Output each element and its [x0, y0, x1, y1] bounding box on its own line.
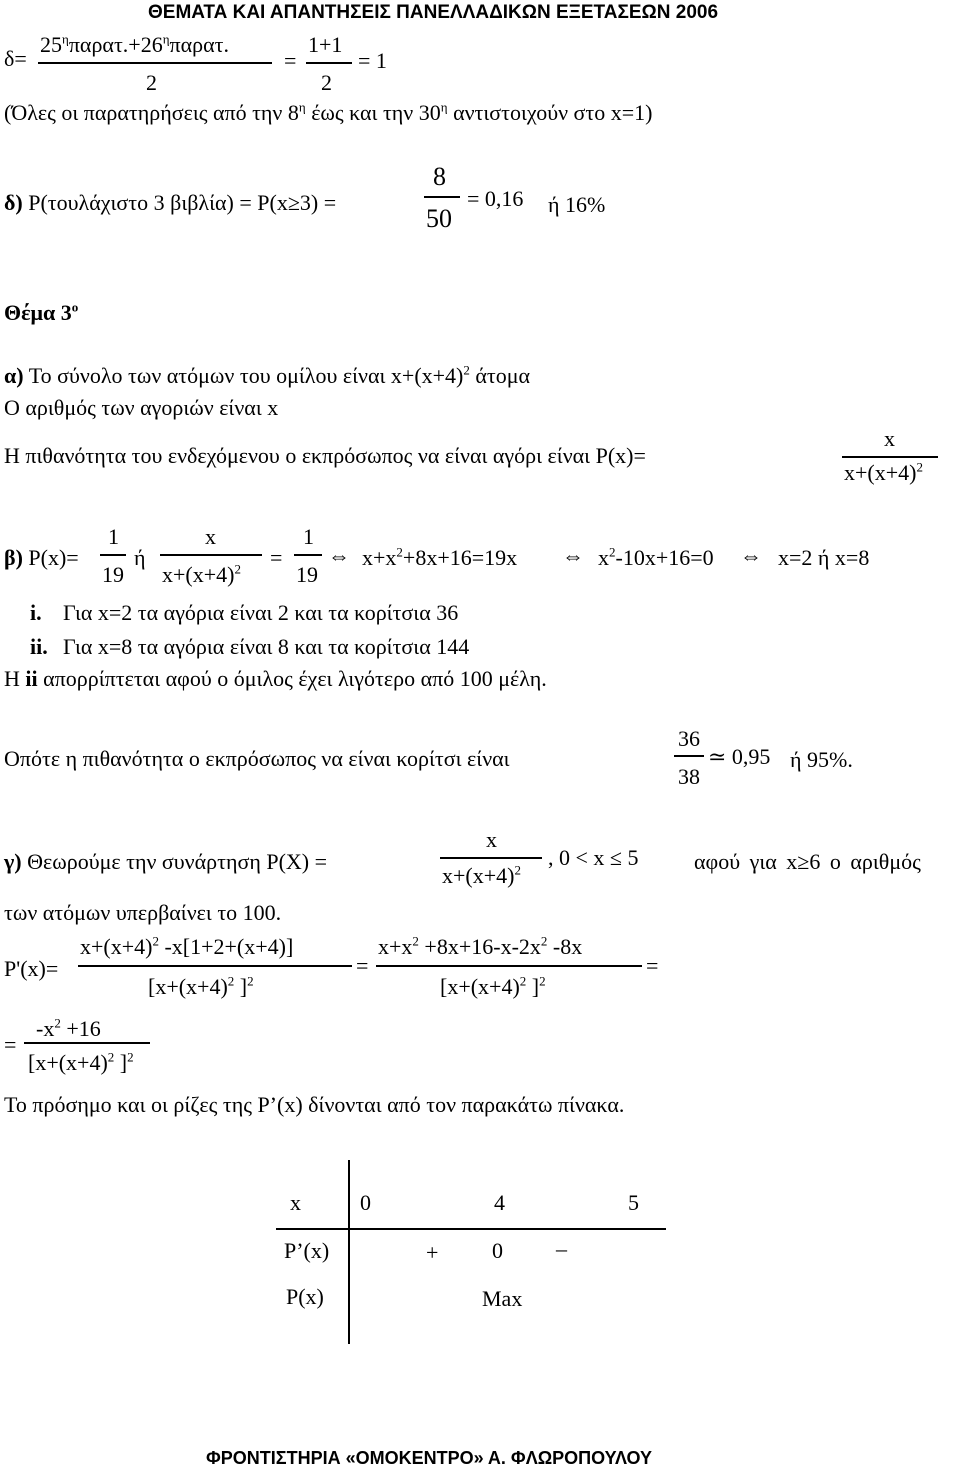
part-c-frac-den: $x+(x+4)^2$: [442, 862, 521, 888]
part-a-line3: Η πιθανότητα του ενδεχόμενου ο εκπρόσωπος να είναι αγόρι είναι P(x)=: [4, 443, 646, 468]
part-b-expr2: $x^2-10x+16=0$: [598, 544, 714, 570]
iff-symbol: ⇔: [740, 543, 762, 568]
part-c-tail: αφού για x≥6 ο αριθμός: [694, 849, 921, 874]
fraction-bar: [424, 196, 460, 198]
probability-text: Οπότε η πιθανότητα ο εκπρόσωπος να είναι κορίτσι είναι: [4, 746, 510, 771]
deriv-den-1: [$x+(x+4)^2$ ]$^2$: [148, 973, 254, 999]
row-label-x: x: [290, 1190, 301, 1215]
equals-sign: =: [646, 953, 659, 978]
part-b-expr3: x=2 ή x=8: [778, 545, 870, 570]
iff-symbol: ⇔: [562, 543, 584, 568]
deriv-num-2: $x+x^2 +8x+16-x-2x^2$ -8x: [378, 933, 583, 959]
prob-percent: ή 95%.: [790, 747, 853, 772]
part-a-line2: Ο αριθμός των αγοριών είναι x: [4, 395, 279, 420]
part-d-percent: ή 16%: [548, 192, 606, 217]
part-b-lhs: β) P(x)=: [4, 545, 79, 570]
fraction-bar: [100, 554, 126, 556]
fraction-bar: [306, 62, 352, 64]
prob-approx: ≃ 0,95: [708, 744, 771, 769]
part-b-or: ή: [134, 545, 146, 570]
fraction-bar: [78, 965, 352, 967]
part-a-frac-num: x: [884, 426, 895, 451]
part-a-frac-den: $x+(x+4)^2$: [844, 459, 923, 485]
part-b-expr1: $x+x^2+8x+16=19x$: [362, 544, 518, 570]
x-value: 0: [360, 1190, 371, 1215]
derivative-lhs: P'(x)=: [4, 956, 59, 981]
sign-minus: –: [556, 1236, 567, 1261]
case-i-text: Για x=2 τα αγόρια είναι 2 και τα κορίτσια 36: [63, 600, 459, 625]
part-c-line2: των ατόμων υπερβαίνει το 100.: [4, 900, 282, 925]
iff-symbol: ⇔: [328, 543, 350, 568]
equals-sign: =: [284, 48, 297, 73]
delta-denominator-2: 2: [321, 70, 332, 95]
equals-sign: =: [4, 1032, 17, 1057]
part-a-line1: α) Το σύνολο των ατόμων του ομίλου είναι $x+(x+4)^2$ άτομα: [4, 362, 531, 388]
prob-den: 38: [678, 764, 700, 789]
part-b-f1-num: 1: [108, 524, 119, 549]
x-value: 5: [628, 1190, 639, 1215]
delta-denominator-1: 2: [146, 70, 157, 95]
part-d-denominator: 50: [426, 204, 452, 233]
part-d-result: = 0,16: [467, 186, 524, 211]
result-num: $-x^2 +16$: [36, 1015, 101, 1041]
part-d-numerator: 8: [433, 162, 446, 191]
sign-table-intro: Το πρόσημο και οι ρίζες της P’(x) δίνονται από τον παρακάτω πίνακα.: [4, 1092, 625, 1117]
delta-numerator-2: 1+1: [308, 32, 343, 57]
result-den: [$x+(x+4)^2$ ]$^2$: [28, 1049, 134, 1075]
equals-sign: =: [270, 545, 283, 570]
note-line: (Όλες οι παρατηρήσεις από την $8^\eta$ έως και την $30^\eta$ αντιστοιχούν στο x=1): [4, 99, 653, 125]
fraction-bar: [440, 857, 542, 859]
page-footer: ΦΡΟΝΤΙΣΤΗΡΙΑ «ΟΜΟΚΕΝΤΡΟ» Α. ΦΛΩΡΟΠΟΥΛΟΥ: [206, 1448, 653, 1468]
list-marker-i: i.: [30, 600, 42, 625]
part-c-domain: , 0 < x ≤ 5: [548, 845, 639, 870]
part-c-line1: γ) Θεωρούμε την συνάρτηση P(X) =: [4, 849, 328, 874]
x-value: 4: [494, 1190, 505, 1215]
fraction-bar: [38, 62, 272, 64]
delta-numerator-1: $25^\eta\pi\alpha\rho\alpha\tau.+26^\eta\pi\alpha\rho\alpha\tau$.: [40, 31, 229, 57]
part-c-frac-num: x: [486, 827, 497, 852]
fraction-bar: [674, 755, 704, 757]
function-max: Max: [482, 1286, 523, 1311]
fraction-bar: [24, 1042, 150, 1044]
delta-lhs: δ=: [4, 46, 27, 71]
case-ii-text: Για x=8 τα αγόρια είναι 8 και τα κορίτσια 144: [63, 634, 470, 659]
sign-zero: 0: [492, 1238, 503, 1263]
part-b-f3-num: 1: [303, 524, 314, 549]
fraction-bar: [376, 965, 642, 967]
deriv-den-2: [$x+(x+4)^2$ ]$^2$: [440, 973, 546, 999]
sign-plus: +: [426, 1240, 439, 1265]
fraction-bar: [160, 554, 262, 556]
page-header: ΘΕΜΑΤΑ ΚΑΙ ΑΠΑΝΤΗΣΕΙΣ ΠΑΝΕΛΛΑΔΙΚΩΝ ΕΞΕΤΑΣΕΩΝ 2006: [148, 2, 719, 23]
delta-result: = 1: [358, 48, 387, 73]
table-horizontal-rule: [276, 1228, 666, 1230]
row-label-function: P(x): [286, 1284, 324, 1309]
table-vertical-rule: [348, 1160, 350, 1344]
section-title: Θέμα $3^o$: [4, 299, 79, 325]
part-b-f1-den: 19: [102, 562, 124, 587]
prob-num: 36: [678, 726, 700, 751]
fraction-bar: [842, 456, 938, 458]
fraction-bar: [294, 554, 322, 556]
row-label-derivative: P’(x): [284, 1238, 330, 1263]
reject-text: Η ii απορρίπτεται αφού ο όμιλος έχει λιγότερο από 100 μέλη.: [4, 666, 547, 691]
deriv-num-1: $x+(x+4)^2$ -x[1+2+(x+4)]: [80, 933, 294, 959]
list-marker-ii: ii.: [30, 634, 48, 659]
part-d-text: δ) P(τουλάχιστο 3 βιβλία) = P(x≥3) =: [4, 190, 337, 215]
part-b-f2-num: x: [205, 524, 216, 549]
part-b-f3-den: 19: [296, 562, 318, 587]
equals-sign: =: [356, 953, 369, 978]
part-b-f2-den: $x+(x+4)^2$: [162, 561, 241, 587]
